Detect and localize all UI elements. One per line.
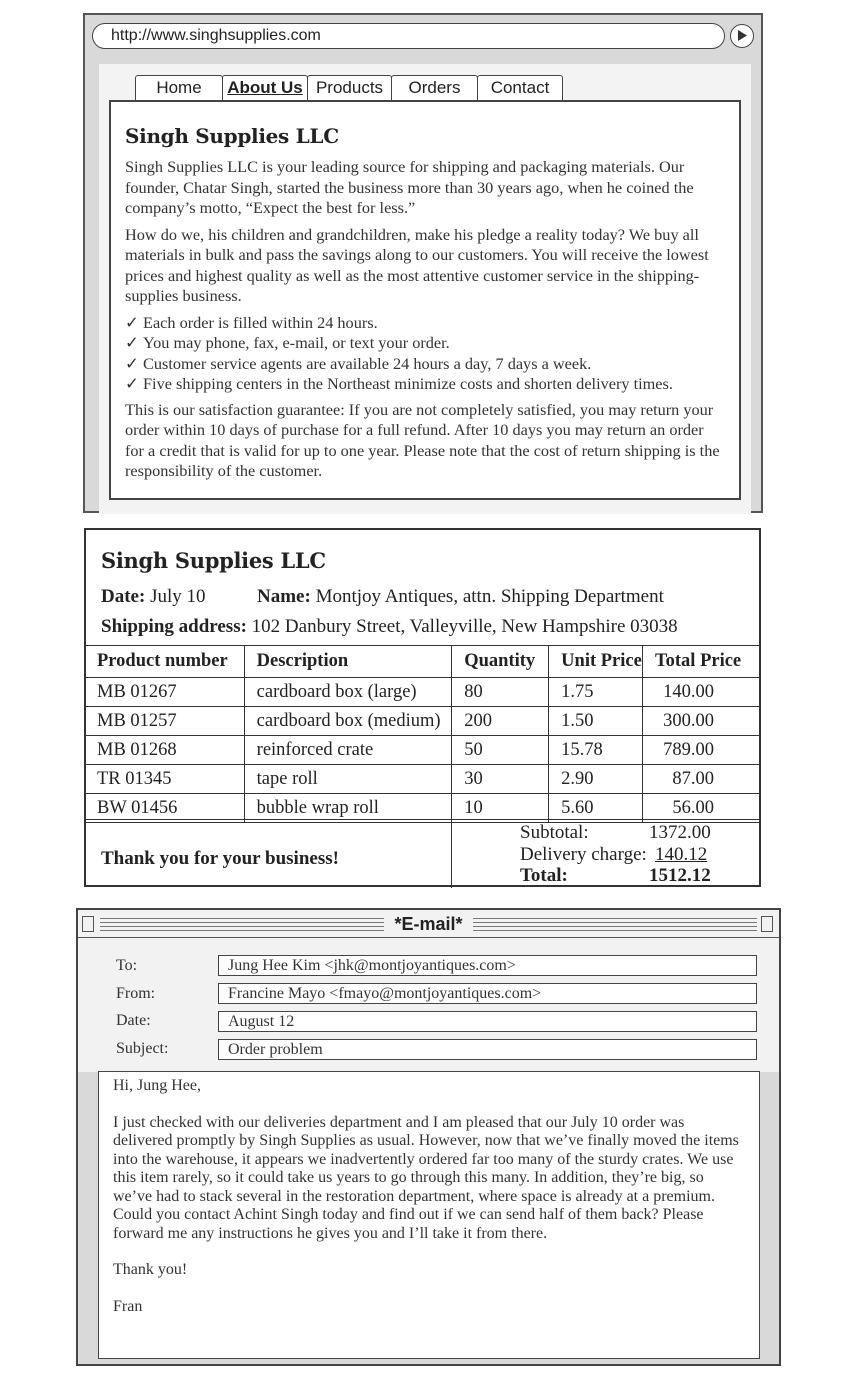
column-header: Total Price xyxy=(643,646,761,678)
play-icon xyxy=(734,28,749,43)
product-number: TR 01345 xyxy=(85,765,245,794)
url-bar[interactable]: http://www.singhsupplies.com xyxy=(92,23,725,49)
description: cardboard box (large) xyxy=(244,678,452,707)
invoice-date: July 10 xyxy=(150,586,206,607)
page-viewport xyxy=(99,64,751,514)
pledge-paragraph: How do we, his children and grandchildren, make his pledge a reality today? We buy all materials in bulk and pass the savings along to our customers. You will receive the lowest prices and highest quality as well as the most attentive customer service in the shipping-supplies business. xyxy=(125,224,709,305)
table-header-row xyxy=(85,646,761,678)
nav-tabs xyxy=(135,75,562,101)
email-window xyxy=(76,908,781,1366)
invoice-footer-left xyxy=(84,820,452,888)
guarantee-paragraph: This is our satisfaction guarantee: If you are not completely satisfied, you may return your order within 10 days of purchase for a full refund. After 10 days you may return an order for a credit that is valid for up to one year. Please note that the cost of return shipping is the responsibility of the customer. xyxy=(125,399,720,480)
quantity: 30 xyxy=(452,765,549,794)
to-label: To: xyxy=(116,957,138,974)
thank-you-note: Thank you for your business! xyxy=(101,848,339,869)
from-field[interactable]: Francine Mayo <fmayo@montjoyantiques.com> xyxy=(218,983,757,1004)
product-number: BW 01456 xyxy=(85,794,245,823)
invoice-name-line xyxy=(257,586,664,608)
column-header: Description xyxy=(244,646,452,678)
go-button[interactable] xyxy=(730,24,754,48)
table-row xyxy=(85,678,761,707)
description: cardboard box (medium) xyxy=(244,707,452,736)
list-item: ✓ You may phone, fax, e-mail, or text your order. xyxy=(125,333,450,352)
delivery-value: 140.12 xyxy=(655,844,708,865)
tab-orders[interactable]: Orders xyxy=(391,75,478,101)
quantity: 50 xyxy=(452,736,549,765)
date-label: Date: xyxy=(116,1012,151,1029)
unit-price: 1.75 xyxy=(549,678,643,707)
invoice-title: Singh Supplies LLC xyxy=(101,548,326,573)
name-label: Name: xyxy=(257,586,311,607)
unit-price: 2.90 xyxy=(549,765,643,794)
column-header: Unit Price xyxy=(549,646,643,678)
quantity: 80 xyxy=(452,678,549,707)
list-item: ✓ Five shipping centers in the Northeast minimize costs and shorten delivery times. xyxy=(125,374,673,393)
checkmark-icon: ✓ xyxy=(125,333,139,352)
checkmark-icon: ✓ xyxy=(125,312,139,332)
email-header xyxy=(78,938,779,1072)
description: tape roll xyxy=(244,765,452,794)
quantity: 10 xyxy=(452,794,549,823)
quantity: 200 xyxy=(452,707,549,736)
list-item: ✓ Customer service agents are available 24 hours a day, 7 days a week. xyxy=(125,353,592,373)
intro-paragraph: Singh Supplies LLC is your leading source for shipping and packaging materials. Our founder, Chatar Singh, started the business more than 30 years ago, when he coined the company’s motto, “Expect the best for less.” xyxy=(125,157,694,217)
tab-home[interactable]: Home xyxy=(135,75,223,101)
customer-name: Montjoy Antiques, attn. Shipping Department xyxy=(315,586,664,607)
total-price: 789.00 xyxy=(643,736,761,765)
subject-field[interactable]: Order problem xyxy=(218,1039,757,1060)
invoice-date-line xyxy=(101,586,206,608)
total-price: 140.00 xyxy=(643,678,761,707)
checkmark-icon: ✓ xyxy=(125,353,139,373)
address-label: Shipping address: xyxy=(101,616,247,637)
description: reinforced crate xyxy=(244,736,452,765)
description: bubble wrap roll xyxy=(244,794,452,823)
tab-contact-us[interactable]: Contact xyxy=(477,75,563,101)
greeting: Hi, Jung Hee, xyxy=(113,1077,201,1094)
product-number: MB 01257 xyxy=(85,707,245,736)
table-row xyxy=(85,707,761,736)
feature-checklist xyxy=(125,313,725,395)
tab-products[interactable]: Products xyxy=(307,75,392,101)
order-table xyxy=(84,645,761,823)
closing: Thank you! xyxy=(113,1261,188,1278)
unit-price: 1.50 xyxy=(549,707,643,736)
page-title: Singh Supplies LLC xyxy=(125,124,339,148)
subtotal-value: 1372.00 xyxy=(649,822,711,843)
total-price: 87.00 xyxy=(643,765,761,794)
date-field[interactable]: August 12 xyxy=(218,1011,757,1032)
total-price: 56.00 xyxy=(643,794,761,823)
email-body[interactable] xyxy=(98,1071,760,1359)
signature: Fran xyxy=(113,1297,143,1315)
shipping-address: 102 Danbury Street, Valleyville, New Hampshire 03038 xyxy=(251,616,678,637)
to-field[interactable]: Jung Hee Kim <jhk@montjoyantiques.com> xyxy=(218,955,757,976)
date-label: Date: xyxy=(101,586,146,607)
checkmark-icon: ✓ xyxy=(125,374,139,393)
unit-price: 15.78 xyxy=(549,736,643,765)
total-value: 1512.12 xyxy=(649,865,711,886)
column-header: Product number xyxy=(85,646,245,678)
table-row xyxy=(85,765,761,794)
subtotal-label: Subtotal: xyxy=(520,822,589,843)
unit-price: 5.60 xyxy=(549,794,643,823)
delivery-label: Delivery charge: xyxy=(520,844,647,865)
subject-label: Subject: xyxy=(116,1040,169,1057)
browser-window xyxy=(83,13,763,513)
product-number: MB 01267 xyxy=(85,678,245,707)
window-title: *E-mail* xyxy=(384,914,472,934)
table-row xyxy=(85,736,761,765)
invoice-address-line xyxy=(101,616,678,638)
from-label: From: xyxy=(116,985,156,1002)
total-label: Total: xyxy=(520,865,568,886)
about-content xyxy=(109,100,741,500)
message-text: I just checked with our deliveries department and I am pleased that our July 10 order was delivered promptly by Singh Supplies as usual. However, now that we’ve finally moved the items into the warehouse, it appears we inadvertently ordered far too many of the sturdy crates. We use this item rarely, so it could take us years to go through this many. In addition, they’re big, so we’ve had to stack several in the restoration department, where space is already at a premium. Could you contact Achint Singh today and find out if we can send half of them back? Please forward me any instructions he gives you and I’ll take it from there. xyxy=(113,1113,739,1242)
product-number: MB 01268 xyxy=(85,736,245,765)
invoice xyxy=(84,528,761,887)
invoice-footer xyxy=(84,819,761,887)
tab-about-us[interactable]: About Us xyxy=(222,75,308,101)
total-price: 300.00 xyxy=(643,707,761,736)
column-header: Quantity xyxy=(452,646,549,678)
email-titlebar xyxy=(78,910,779,938)
list-item: ✓ Each order is filled within 24 hours. xyxy=(125,312,378,332)
